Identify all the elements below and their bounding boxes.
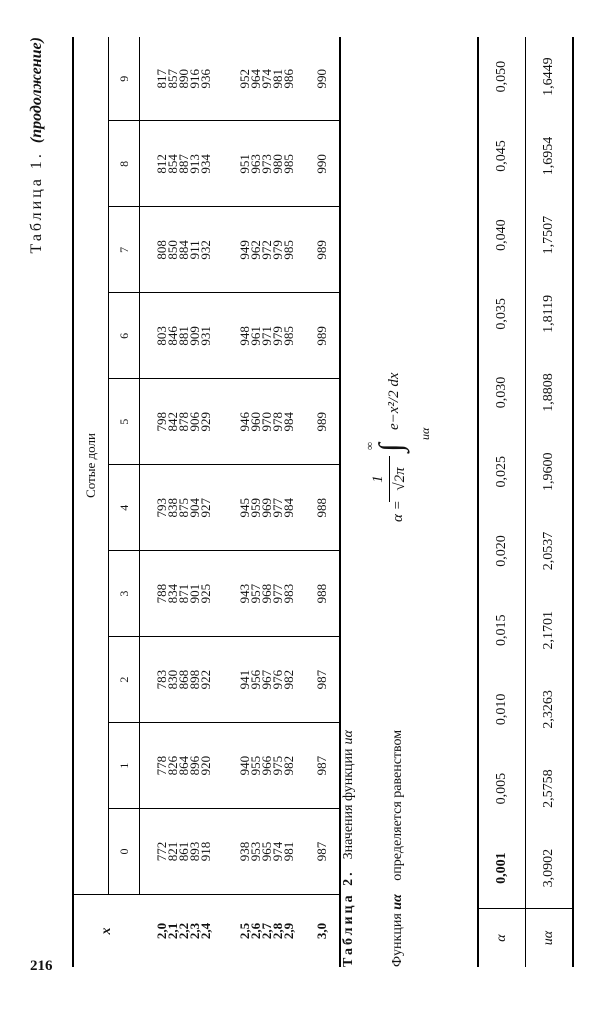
x-value: 2,7 xyxy=(259,922,274,940)
u-cell: 3,0902 xyxy=(526,828,574,908)
table-value: 927 xyxy=(198,497,213,518)
alpha-formula xyxy=(364,292,450,522)
table2-label: Таблица 2. xyxy=(341,869,356,967)
table-value: 973 xyxy=(259,154,274,174)
x-value: 2,6 xyxy=(248,922,263,940)
table1-title xyxy=(28,37,46,254)
table-value: 808 xyxy=(154,240,169,260)
table1-cell xyxy=(223,37,306,121)
alpha-cell: 0,040 xyxy=(478,196,526,275)
table1-cell xyxy=(223,121,306,207)
table-value: 871 xyxy=(176,583,191,604)
table1-cell: 988 xyxy=(306,465,340,551)
table1-cell: 989 xyxy=(306,207,340,293)
table-value: 918 xyxy=(198,841,213,862)
table2-alpha-row xyxy=(478,37,526,967)
table-value: 925 xyxy=(198,583,213,604)
table-value: 911 xyxy=(187,240,202,260)
table-value: 956 xyxy=(248,669,263,690)
x-value: 2,5 xyxy=(237,922,252,940)
x-value: 2,9 xyxy=(281,922,296,940)
table-value: 963 xyxy=(248,154,263,174)
table-value: 901 xyxy=(187,583,202,604)
table-value: 834 xyxy=(165,583,180,604)
table2-title xyxy=(341,730,357,967)
table-value: 838 xyxy=(165,497,180,518)
formula-upper-limit: ∞ xyxy=(364,442,376,450)
table-value: 936 xyxy=(198,68,213,89)
table1-cell xyxy=(223,551,306,637)
table1-cell: 988 xyxy=(306,551,340,637)
table-value: 857 xyxy=(165,68,180,89)
table-value: 830 xyxy=(165,669,180,690)
table1-column-header: 4 xyxy=(109,465,140,551)
table-value: 922 xyxy=(198,669,213,690)
table-value: 920 xyxy=(198,755,213,776)
table-value: 906 xyxy=(187,412,202,432)
table2-title-symbol: uα xyxy=(341,730,356,745)
table1-column-header: 7 xyxy=(109,207,140,293)
u-cell: 1,6954 xyxy=(526,116,574,195)
alpha-cell: 0,015 xyxy=(478,591,526,670)
table-value: 854 xyxy=(165,154,180,174)
table1-group-header: Сотые доли xyxy=(73,37,109,895)
table-value: 969 xyxy=(259,497,274,518)
table1-column-header: 9 xyxy=(109,37,140,121)
table1-column-headers xyxy=(109,37,140,967)
table1-cell xyxy=(140,379,224,465)
table-value: 941 xyxy=(237,669,252,690)
table-value: 878 xyxy=(176,412,191,432)
table1-cell xyxy=(223,207,306,293)
table2-alpha-label: α xyxy=(478,909,526,968)
table1-x-cell xyxy=(223,895,306,968)
table-value: 793 xyxy=(154,497,169,518)
table-value: 783 xyxy=(154,669,169,690)
table-value: 826 xyxy=(165,755,180,776)
table-value: 971 xyxy=(259,326,274,346)
formula-integrand: e−x²/2 dx xyxy=(386,372,402,430)
u-cell: 2,0537 xyxy=(526,511,574,590)
definition-prefix: Функция xyxy=(390,913,405,967)
table-value: 985 xyxy=(281,154,296,174)
table-value: 951 xyxy=(237,154,252,174)
table1-cell xyxy=(140,37,224,121)
table-value: 972 xyxy=(259,240,274,260)
table-value: 772 xyxy=(154,841,169,862)
table-value: 940 xyxy=(237,755,252,776)
table2-definition xyxy=(390,730,406,967)
u-cell: 2,3263 xyxy=(526,670,574,749)
table-value: 931 xyxy=(198,326,213,346)
table-value: 850 xyxy=(165,240,180,260)
table1-cell xyxy=(223,293,306,379)
table-value: 960 xyxy=(248,412,263,432)
table-value: 887 xyxy=(176,154,191,174)
table-value: 965 xyxy=(259,841,274,862)
table-value: 980 xyxy=(270,154,285,174)
x-value: 2,1 xyxy=(164,922,180,940)
table-value: 953 xyxy=(248,841,263,862)
table-value: 981 xyxy=(270,68,285,89)
table1-cell xyxy=(140,809,224,895)
table-value: 893 xyxy=(187,841,202,862)
table-value: 985 xyxy=(281,326,296,346)
table-value: 977 xyxy=(270,583,285,604)
table1-cell xyxy=(223,809,306,895)
table-value: 966 xyxy=(259,755,274,776)
table-value: 803 xyxy=(154,326,169,346)
table2-title-text: Значения функции xyxy=(341,748,356,860)
u-cell: 1,6449 xyxy=(526,37,574,116)
table-value: 959 xyxy=(248,497,263,518)
table-value: 952 xyxy=(237,68,252,89)
table1-cell: 987 xyxy=(306,809,340,895)
definition-text: определяется равенством xyxy=(390,729,405,881)
table1-cell xyxy=(140,121,224,207)
table-value: 916 xyxy=(187,68,202,89)
u-cell: 2,5758 xyxy=(526,749,574,828)
x-value: 2,0 xyxy=(153,922,169,940)
table-value: 979 xyxy=(270,326,285,346)
table-value: 861 xyxy=(176,841,191,862)
table1-cell xyxy=(223,379,306,465)
table-value: 977 xyxy=(270,497,285,518)
table-value: 938 xyxy=(237,841,252,862)
table-value: 929 xyxy=(198,412,213,432)
table1-cell: 990 xyxy=(306,37,340,121)
alpha-cell: 0,010 xyxy=(478,670,526,749)
table1-column-header: 5 xyxy=(109,379,140,465)
table-value: 981 xyxy=(281,841,296,862)
table-value: 976 xyxy=(270,669,285,690)
table-value: 798 xyxy=(154,412,169,432)
table1-column-header: 1 xyxy=(109,723,140,809)
table1-cell: 989 xyxy=(306,379,340,465)
table-value: 979 xyxy=(270,240,285,260)
table1-cell xyxy=(140,293,224,379)
table-value: 957 xyxy=(248,583,263,604)
table-value: 884 xyxy=(176,240,191,260)
table-value: 984 xyxy=(281,497,296,518)
table-value: 975 xyxy=(270,755,285,776)
alpha-cell: 0,035 xyxy=(478,275,526,353)
alpha-cell: 0,001 xyxy=(478,828,526,908)
formula-lower-limit: uα xyxy=(418,427,432,440)
table-value: 945 xyxy=(237,497,252,518)
table-value: 904 xyxy=(187,497,202,518)
formula-integral-sign: ∫ xyxy=(372,443,408,452)
x-value: 2,4 xyxy=(197,922,213,940)
table-value: 964 xyxy=(248,68,263,89)
table-value: 961 xyxy=(248,326,263,346)
table1-row-last xyxy=(306,37,340,967)
table1-cell: 990 xyxy=(306,121,340,207)
table-value: 978 xyxy=(270,412,285,432)
table-value: 984 xyxy=(281,412,296,432)
u-cell: 1,8119 xyxy=(526,275,574,353)
u-cell: 1,9600 xyxy=(526,432,574,511)
table-value: 967 xyxy=(259,669,274,690)
table-value: 970 xyxy=(259,412,274,432)
table-value: 842 xyxy=(165,412,180,432)
alpha-cell: 0,005 xyxy=(478,749,526,828)
table-value: 868 xyxy=(176,669,191,690)
table1-column-header: 6 xyxy=(109,293,140,379)
table-value: 932 xyxy=(198,240,213,260)
table1-x-cell xyxy=(140,895,224,968)
table-value: 898 xyxy=(187,669,202,690)
table-value: 949 xyxy=(237,240,252,260)
table1-header-row xyxy=(73,37,109,967)
formula-fraction xyxy=(370,456,409,502)
table-value: 985 xyxy=(281,240,296,260)
table-value: 955 xyxy=(248,755,263,776)
table-value: 968 xyxy=(259,583,274,604)
alpha-cell: 0,020 xyxy=(478,511,526,590)
table-value: 962 xyxy=(248,240,263,260)
alpha-cell: 0,030 xyxy=(478,353,526,432)
table1-cell: 987 xyxy=(306,723,340,809)
table-value: 974 xyxy=(270,841,285,862)
table1-cell xyxy=(140,207,224,293)
table-value: 778 xyxy=(154,755,169,776)
table2-u-row xyxy=(526,37,574,967)
table-value: 817 xyxy=(154,68,169,89)
table-value: 982 xyxy=(281,669,296,690)
table-value: 821 xyxy=(165,841,180,862)
table-value: 913 xyxy=(187,154,202,174)
table1-cell xyxy=(223,465,306,551)
formula-denominator: √2π xyxy=(392,467,408,491)
table-value: 943 xyxy=(237,583,252,604)
formula-numerator: 1 xyxy=(370,456,390,502)
table1-x-header: x xyxy=(73,895,140,968)
table1-cell xyxy=(223,637,306,723)
table-value: 788 xyxy=(154,583,169,604)
table-value: 946 xyxy=(237,412,252,432)
table-value: 812 xyxy=(154,154,169,174)
table1 xyxy=(72,37,341,967)
table1-cell: 989 xyxy=(306,293,340,379)
table1-subtitle: (продолжение) xyxy=(28,37,45,144)
alpha-cell: 0,050 xyxy=(478,37,526,116)
table2-u-label: uα xyxy=(526,909,574,968)
table1-row-block xyxy=(223,37,306,967)
table1-row-block xyxy=(140,37,224,967)
x-value: 2,2 xyxy=(175,922,191,940)
table1-column-header: 3 xyxy=(109,551,140,637)
table1-cell xyxy=(140,723,224,809)
table-value: 890 xyxy=(176,68,191,89)
table1-body xyxy=(140,37,341,967)
table-value: 948 xyxy=(237,326,252,346)
table-value: 864 xyxy=(176,755,191,776)
x-value: 2,3 xyxy=(186,922,202,940)
table-value: 896 xyxy=(187,755,202,776)
table1-cell: 987 xyxy=(306,637,340,723)
u-cell: 1,8808 xyxy=(526,353,574,432)
table-value: 983 xyxy=(281,583,296,604)
table-value: 875 xyxy=(176,497,191,518)
table-value: 974 xyxy=(259,68,274,89)
alpha-cell: 0,045 xyxy=(478,116,526,195)
u-cell: 1,7507 xyxy=(526,196,574,275)
table-value: 846 xyxy=(165,326,180,346)
table1-cell xyxy=(223,723,306,809)
table2 xyxy=(477,37,574,967)
formula-lhs: α = xyxy=(390,500,406,522)
x-value: 2,8 xyxy=(270,922,285,940)
table1-cell xyxy=(140,637,224,723)
table-value: 881 xyxy=(176,326,191,346)
table-value: 934 xyxy=(198,154,213,174)
u-cell: 2,1701 xyxy=(526,591,574,670)
definition-symbol: uα xyxy=(390,894,405,910)
table1-cell xyxy=(140,551,224,637)
table1-column-header: 2 xyxy=(109,637,140,723)
table-value: 909 xyxy=(187,326,202,346)
rotated-page-content xyxy=(24,12,584,1012)
table1-x-cell: 3,0 xyxy=(306,895,340,968)
table1-label: Таблица 1. xyxy=(28,151,45,254)
table-value: 986 xyxy=(281,68,296,89)
table1-column-header: 0 xyxy=(109,809,140,895)
alpha-cell: 0,025 xyxy=(478,432,526,511)
table-value: 982 xyxy=(281,755,296,776)
table1-column-header: 8 xyxy=(109,121,140,207)
table1-cell xyxy=(140,465,224,551)
page-number: 216 xyxy=(30,958,53,974)
